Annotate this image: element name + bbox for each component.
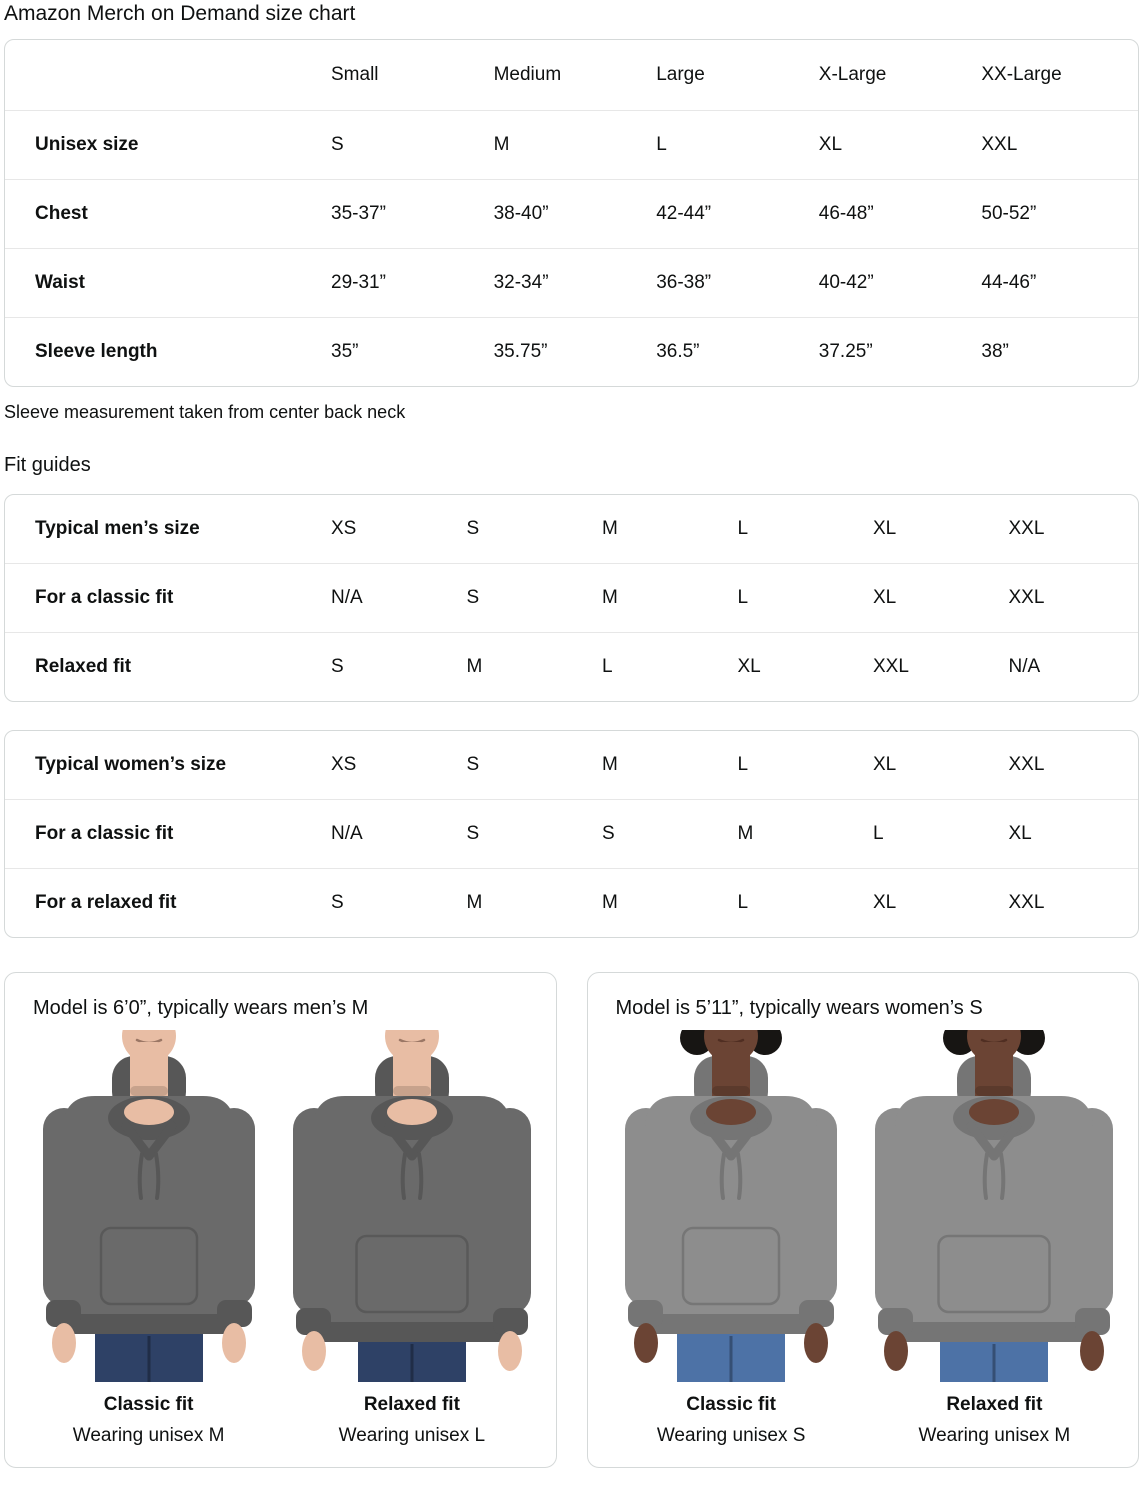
cell-value: 36.5” — [656, 340, 700, 362]
model-figure — [863, 1030, 1126, 1447]
cell-value: 38” — [981, 340, 1009, 362]
cell-value: S — [602, 822, 615, 844]
column-header: Medium — [493, 63, 562, 85]
table-row — [5, 563, 1138, 632]
model-figure — [280, 1030, 543, 1447]
cell-value: XL — [737, 655, 761, 677]
cell-value: 35” — [331, 340, 359, 362]
wearing-label: Wearing unisex L — [338, 1425, 486, 1446]
cell-value: L — [737, 753, 749, 775]
mens-model-card — [4, 972, 557, 1468]
cell-value: M — [602, 891, 618, 913]
column-header: X-Large — [818, 63, 887, 85]
table-row — [5, 248, 1138, 317]
row-label: Waist — [35, 271, 85, 293]
table-row — [5, 179, 1138, 248]
cell-value: N/A — [1008, 655, 1041, 677]
wearing-label: Wearing unisex M — [918, 1425, 1071, 1446]
cell-value: N/A — [331, 822, 363, 844]
row-label: Typical women’s size — [35, 753, 227, 775]
cell-value: S — [331, 891, 344, 913]
table-row — [5, 317, 1138, 386]
cell-value: 38-40” — [493, 202, 549, 224]
cell-value: 46-48” — [818, 202, 874, 224]
male-relaxed-fit-photo — [287, 1030, 537, 1382]
womens-model-card — [587, 972, 1140, 1468]
cell-value: XS — [331, 753, 357, 775]
row-label: Sleeve length — [35, 340, 158, 362]
cell-value: 35.75” — [493, 340, 548, 362]
table-row — [5, 799, 1138, 868]
model-card-heading: Model is 5’11”, typically wears women’s S — [615, 997, 983, 1019]
column-header: Large — [656, 63, 705, 85]
cell-value: N/A — [331, 586, 363, 608]
cell-value: XXL — [873, 655, 909, 677]
cell-value: M — [602, 586, 618, 608]
model-figures — [600, 1030, 1127, 1447]
cell-value: XXL — [1008, 517, 1045, 539]
column-header: Small — [331, 63, 379, 85]
cell-value: L — [737, 586, 749, 608]
cell-value: 40-42” — [818, 271, 874, 293]
cell-value: L — [602, 655, 613, 677]
table-row — [5, 110, 1138, 179]
cell-value: XXL — [1008, 753, 1045, 775]
fit-guides-heading: Fit guides — [4, 454, 91, 476]
row-label: For a classic fit — [35, 586, 174, 608]
cell-value: S — [466, 517, 480, 539]
model-figure — [17, 1030, 280, 1447]
wearing-label: Wearing unisex M — [72, 1425, 225, 1446]
cell-value: XL — [1008, 822, 1032, 844]
size-chart-header-row — [5, 40, 1138, 110]
cell-value: 29-31” — [331, 271, 386, 293]
row-label: For a classic fit — [35, 822, 174, 844]
model-cards — [4, 972, 1139, 1468]
cell-value: XL — [873, 517, 897, 539]
fit-label: Relaxed fit — [363, 1394, 460, 1415]
cell-value: XXL — [1008, 891, 1045, 913]
table-row — [5, 632, 1138, 701]
table-row — [5, 495, 1138, 563]
fit-label: Classic fit — [103, 1394, 194, 1415]
row-label: Relaxed fit — [35, 655, 132, 677]
size-chart-table — [4, 39, 1139, 387]
page-title: Amazon Merch on Demand size chart — [4, 2, 356, 25]
female-classic-fit-photo — [606, 1030, 856, 1382]
cell-value: XL — [873, 891, 897, 913]
cell-value: XL — [818, 133, 843, 155]
sleeve-measurement-note: Sleeve measurement taken from center back neck — [4, 402, 406, 422]
cell-value: 35-37” — [331, 202, 386, 224]
model-figure — [600, 1030, 863, 1447]
cell-value: XS — [331, 517, 357, 539]
cell-value: XXL — [1008, 586, 1045, 608]
row-label: Unisex size — [35, 133, 139, 155]
cell-value: 37.25” — [818, 340, 873, 362]
cell-value: L — [873, 822, 884, 844]
womens-fit-table — [4, 730, 1139, 938]
cell-value: 36-38” — [656, 271, 712, 293]
cell-value: S — [331, 655, 344, 677]
cell-value: 50-52” — [981, 202, 1037, 224]
table-row — [5, 731, 1138, 799]
fit-label: Relaxed fit — [946, 1394, 1043, 1415]
cell-value: 44-46” — [981, 271, 1037, 293]
cell-value: S — [466, 753, 480, 775]
cell-value: M — [466, 891, 483, 913]
table-row — [5, 868, 1138, 937]
female-relaxed-fit-photo — [869, 1030, 1119, 1382]
cell-value: M — [737, 822, 754, 844]
fit-label: Classic fit — [686, 1394, 776, 1415]
row-label: For a relaxed fit — [35, 891, 177, 913]
mens-fit-table — [4, 494, 1139, 702]
cell-value: S — [466, 822, 480, 844]
column-header: XX-Large — [981, 63, 1062, 85]
cell-value: M — [493, 133, 510, 155]
cell-value: S — [466, 586, 480, 608]
cell-value: M — [602, 517, 618, 539]
wearing-label: Wearing unisex S — [656, 1425, 806, 1446]
model-figures — [17, 1030, 544, 1447]
model-card-heading: Model is 6’0”, typically wears men’s M — [33, 997, 369, 1019]
row-label: Chest — [35, 202, 88, 224]
cell-value: S — [331, 133, 344, 155]
row-label: Typical men’s size — [35, 517, 200, 539]
cell-value: XL — [873, 753, 897, 775]
cell-value: 42-44” — [656, 202, 712, 224]
male-classic-fit-photo — [24, 1030, 274, 1382]
cell-value: XL — [873, 586, 897, 608]
cell-value: L — [737, 891, 749, 913]
cell-value: 32-34” — [493, 271, 549, 293]
cell-value: L — [656, 133, 667, 155]
cell-value: M — [466, 655, 483, 677]
cell-value: XXL — [981, 133, 1018, 155]
cell-value: M — [602, 753, 618, 775]
cell-value: L — [737, 517, 749, 539]
